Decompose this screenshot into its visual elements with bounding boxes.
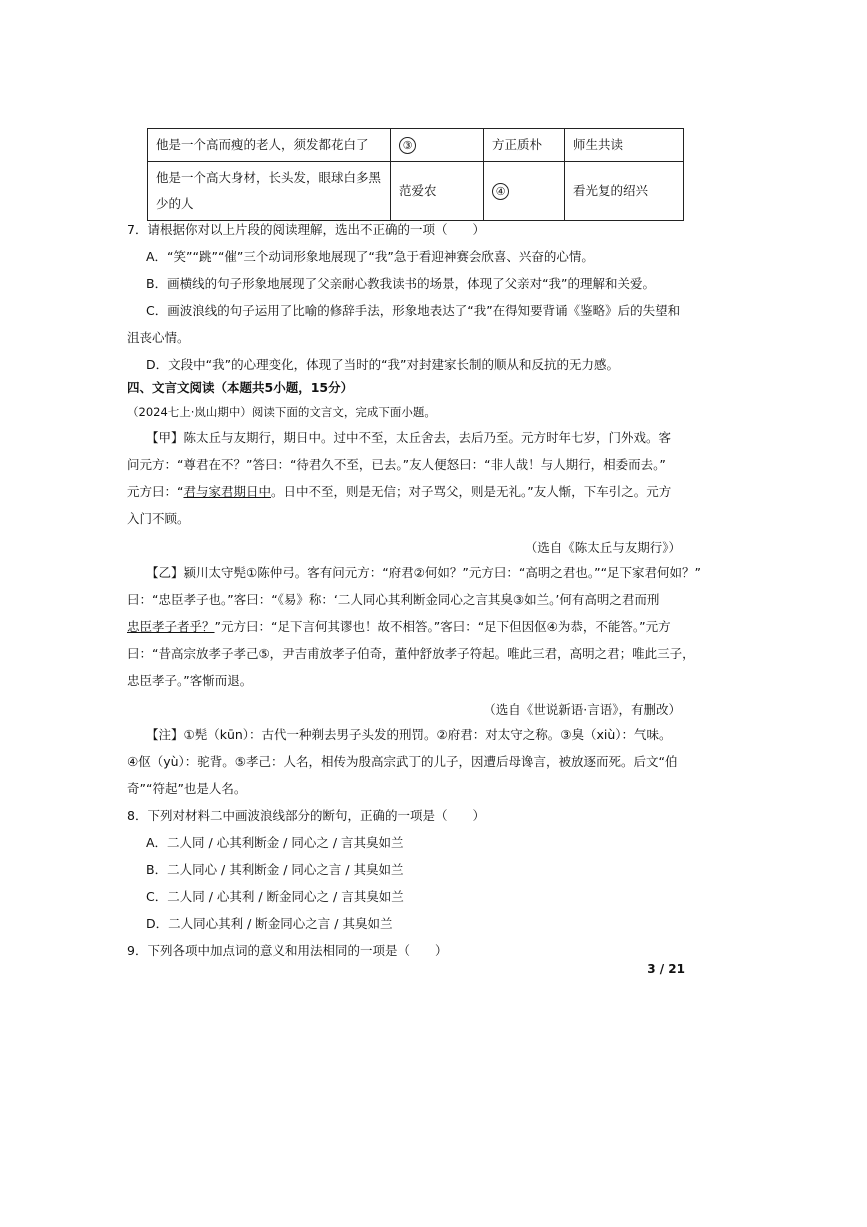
table-cell: 看光复的绍兴 bbox=[565, 162, 684, 221]
table-cell: 师生共读 bbox=[565, 129, 684, 162]
passage-jia-line bbox=[127, 484, 671, 500]
question-8-option-b: B．二人同心 / 其利断金 / 同心之言 / 其臭如兰 bbox=[146, 862, 404, 877]
passage-yi-line: 【乙】颍川太守髡①陈仲弓。客有问元方：“府君②何如？”元方曰：“高明之君也。”“足下家君何如？” bbox=[146, 565, 702, 580]
question-8-option-c: C．二人同 / 心其利 / 断金同心之 / 言其臭如兰 bbox=[146, 889, 404, 904]
question-7-option-c: C．画波浪线的句子运用了比喻的修辞手法，形象地表达了“我”在得知要背诵《鉴略》后的失望和 bbox=[146, 303, 681, 318]
question-8-option-a: A．二人同 / 心其利断金 / 同心之 / 言其臭如兰 bbox=[146, 835, 404, 850]
question-9-stem: 9．下列各项中加点词的意义和用法相同的一项是（ ） bbox=[127, 943, 448, 958]
passage-text: ”元方曰：“足下言何其谬也！故不相答。”客曰：“足下但因伛④为恭，不能答。”元方 bbox=[214, 619, 671, 634]
page-number: 3 / 21 bbox=[647, 962, 685, 976]
table-cell: 他是一个高而瘦的老人，须发都花白了 bbox=[148, 129, 391, 162]
table-row bbox=[148, 162, 684, 221]
question-7-option-c-cont: 沮丧心情。 bbox=[127, 330, 190, 345]
table-cell bbox=[484, 162, 565, 221]
table-cell bbox=[391, 129, 484, 162]
passage-yi-line bbox=[127, 619, 671, 635]
passage-yi-line: 忠臣孝子。”客惭而退。 bbox=[127, 673, 253, 688]
underlined-sentence: 忠臣孝子者乎？ bbox=[127, 619, 215, 634]
passage-yi-line: 曰：“忠臣孝子也。”客曰：“《易》称：‘二人同心其利断金同心之言其臭③如兰。’何有高明之君而刑 bbox=[127, 592, 660, 607]
underlined-sentence: 君与家君期日中 bbox=[183, 484, 271, 499]
question-7-option-a: A．“笑”“跳”“催”三个动词形象地展现了“我”急于看迎神赛会欣喜、兴奋的心情。 bbox=[146, 249, 594, 264]
table-cell: 他是一个高大身材，长头发，眼球白多黑少的人 bbox=[148, 162, 391, 221]
passage-jia-line: 问元方：“尊君在不？”答曰：“待君久不至，已去。”友人便怒曰：“非人哉！与人期行，相委而去。” bbox=[127, 457, 666, 472]
question-7-stem: 7．请根据你对以上片段的阅读理解，选出不正确的一项（ ） bbox=[127, 222, 485, 237]
annotation-line: 【注】①髡（kūn）：古代一种剃去男子头发的刑罚。②府君：对太守之称。③臭（xiù）：气味。 bbox=[146, 727, 672, 742]
question-8-stem: 8．下列对材料二中画波浪线部分的断句，正确的一项是（ ） bbox=[127, 808, 485, 823]
section-4-intro: （2024七上·岚山期中）阅读下面的文言文，完成下面小题。 bbox=[127, 405, 436, 419]
passage-text: 。日中不至，则是无信；对子骂父，则是无礼。”友人惭，下车引之。元方 bbox=[271, 484, 672, 499]
table-cell: 范爱农 bbox=[391, 162, 484, 221]
table-cell: 方正质朴 bbox=[484, 129, 565, 162]
question-8-option-d: D．二人同心其利 / 断金同心之言 / 其臭如兰 bbox=[146, 916, 393, 931]
passage-jia-source: （选自《陈太丘与友期行》） bbox=[524, 540, 681, 555]
table-cell: ④ bbox=[492, 183, 509, 200]
annotation-line: ④伛（yù）：驼背。⑤孝己：人名，相传为殷高宗武丁的儿子，因遭后母谗言，被放逐而死。后文“伯 bbox=[127, 754, 678, 769]
table-row bbox=[148, 129, 684, 162]
passage-text: 元方曰：“ bbox=[127, 484, 184, 499]
passage-yi-source: （选自《世说新语·言语》，有删改） bbox=[483, 702, 681, 717]
question-7-option-d: D．文段中“我”的心理变化，体现了当时的“我”对封建家长制的顺从和反抗的无力感。 bbox=[146, 357, 620, 372]
passage-jia-line: 入门不顾。 bbox=[127, 511, 190, 526]
question-7-option-b: B．画横线的句子形象地展现了父亲耐心教我读书的场景，体现了父亲对“我”的理解和关爱。 bbox=[146, 276, 656, 291]
passage-jia-line: 【甲】陈太丘与友期行，期日中。过中不至，太丘舍去，去后乃至。元方时年七岁，门外戏。客 bbox=[146, 430, 672, 445]
character-table bbox=[147, 128, 684, 221]
table-cell: ③ bbox=[399, 137, 416, 154]
section-4-title: 四、文言文阅读（本题共5小题，15分） bbox=[127, 380, 354, 395]
passage-yi-line: 曰：“昔高宗放孝子孝己⑤，尹吉甫放孝子伯奇，董仲舒放孝子符起。唯此三君，高明之君；唯此三子， bbox=[127, 646, 695, 661]
annotation-line: 奇”“符起”也是人名。 bbox=[127, 781, 247, 796]
